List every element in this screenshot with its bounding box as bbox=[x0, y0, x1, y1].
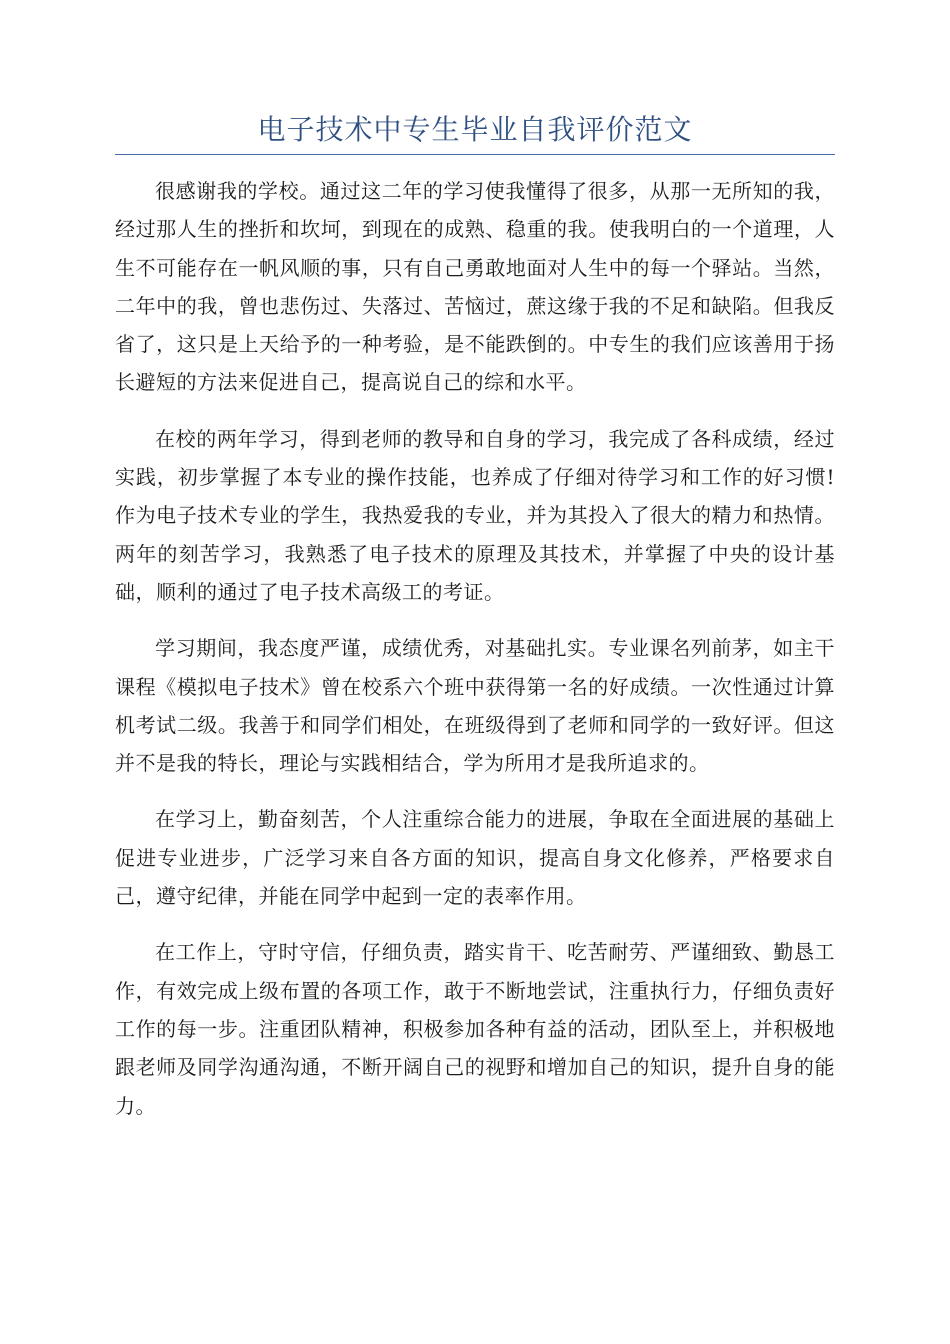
paragraph-1: 很感谢我的学校。通过这二年的学习使我懂得了很多，从那一无所知的我，经过那人生的挫折和坎坷，到现在的成熟、稳重的我。使我明白的一个道理，人生不可能存在一帆风顺的事，只有自己勇敢地面对人生中的每一个驿站。当然，二年中的我，曾也悲伤过、失落过、苦恼过，蔗这缘于我的不足和缺陷。但我反省了，这只是上天给予的一种考验，是不能跌倒的。中专生的我们应该善用于扬长避短的方法来促进自己，提高说自己的综和水平。 bbox=[115, 179, 835, 395]
page-title: 电子技术中专生毕业自我评价范文 bbox=[257, 113, 693, 146]
paragraph-2: 在校的两年学习，得到老师的教导和自身的学习，我完成了各科成绩，经过实践，初步掌握了本专业的操作技能，也养成了仔细对待学习和工作的好习惯!作为电子技术专业的学生，我热爱我的专业，并为其投入了很大的精力和热情。两年的刻苦学习，我熟悉了电子技术的原理及其技术，并掌握了中央的设计基础，顺利的通过了电子技术高级工的考证。 bbox=[115, 426, 835, 604]
title-underline bbox=[115, 154, 835, 155]
paragraph-3: 学习期间，我态度严谨，成绩优秀，对基础扎实。专业课名列前茅，如主干课程《模拟电子技术》曾在校系六个班中获得第一名的好成绩。一次性通过计算机考试二级。我善于和同学们相处，在班级得到了老师和同学的一致好评。但这并不是我的特长，理论与实践相结合，学为所用才是我所追求的。 bbox=[115, 636, 835, 776]
title-block bbox=[115, 108, 835, 155]
paragraph-4: 在学习上，勤奋刻苦，个人注重综合能力的进展，争取在全面进展的基础上促进专业进步，广泛学习来自各方面的知识，提高自身文化修养，严格要求自己，遵守纪律，并能在同学中起到一定的表率作用。 bbox=[115, 807, 835, 909]
paragraph-5: 在工作上，守时守信，仔细负责，踏实肯干、吃苦耐劳、严谨细致、勤恳工作，有效完成上级布置的各项工作，敢于不断地尝试，注重执行力，仔细负责好工作的每一步。注重团队精神，积极参加各种有益的活动，团队至上，并积极地跟老师及同学沟通沟通，不断开阔自己的视野和增加自己的知识，提升自身的能力。 bbox=[115, 940, 835, 1118]
document-body bbox=[115, 172, 835, 1143]
